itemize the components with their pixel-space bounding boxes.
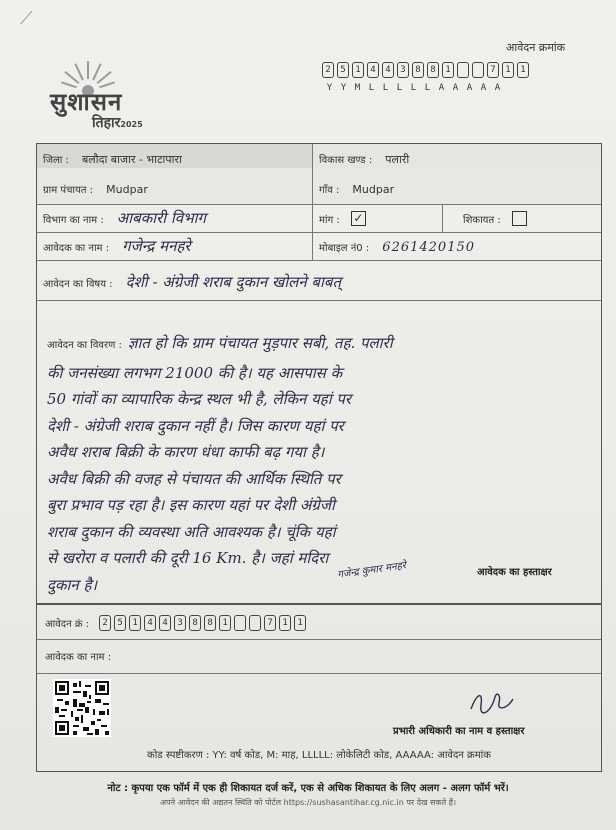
district-row	[37, 144, 601, 169]
appno-code-letter: A	[438, 83, 445, 93]
appno-digit-box: 5	[337, 62, 349, 78]
description-text	[47, 330, 597, 598]
block-label: विकास खण्ड :	[319, 155, 373, 166]
block-value: पलारी	[385, 153, 410, 166]
demand-label: मांग :	[319, 215, 340, 226]
mobile-label: मोबाइल नं0 :	[319, 243, 370, 254]
appno-digit-box: 1	[517, 62, 529, 78]
description-line: अवैध शराब बिक्री के कारण धंधा काफी बढ़ गया है।	[47, 443, 325, 461]
slip-name-label: आवेदक का नाम :	[45, 652, 112, 663]
panchayat-row	[37, 168, 601, 205]
description-line: आवेदन का विवरण : ज्ञात हो कि ग्राम पंचायत मुड़पार सबी, तह. पलारी	[47, 334, 393, 352]
department-row	[37, 204, 601, 233]
slip-appno-boxes	[99, 615, 306, 631]
complaint-label: शिकायत :	[463, 215, 501, 226]
appno-digit-box	[472, 62, 484, 78]
officer-signature-scribble	[467, 687, 517, 717]
logo-title: सुशासन	[50, 88, 123, 116]
corner-mark: ⟋	[20, 8, 33, 29]
slip-appno-digit-box	[234, 615, 246, 631]
slip-appno-digit-box: 1	[279, 615, 291, 631]
acknowledgement-slip	[36, 604, 602, 772]
subject-cell	[37, 260, 601, 300]
panchayat-cell	[37, 168, 313, 204]
slip-appno	[45, 615, 306, 631]
appno-digit-box: 1	[502, 62, 514, 78]
village-label: गाँव :	[319, 185, 340, 196]
slip-name-row	[37, 639, 601, 674]
appno-digit-box: 4	[367, 62, 379, 78]
subject-label: आवेदन का विषय :	[43, 279, 113, 290]
village-value: Mudpar	[352, 183, 395, 196]
officer-signature	[467, 687, 517, 721]
applicant-label: आवेदक का नाम :	[43, 243, 110, 254]
subject-value: देशी - अंग्रेजी शराब दुकान खोलने बाबत्	[125, 273, 341, 291]
appno-code-letter: Y	[326, 83, 333, 93]
slip-appno-digit-box: 1	[294, 615, 306, 631]
appno-digit-box: 4	[382, 62, 394, 78]
application-number-title: आवेदन क्रमांक	[506, 41, 566, 54]
slip-appno-digit-box: 8	[204, 615, 216, 631]
complaint-cell	[443, 204, 601, 232]
applicant-value: गजेन्द्र मनहरे	[122, 237, 191, 255]
slip-appno-digit-box: 1	[129, 615, 141, 631]
appno-code-letter: L	[368, 83, 375, 93]
mobile-cell	[313, 232, 601, 260]
department-value: आबकारी विभाग	[116, 209, 206, 227]
slip-appno-digit-box: 5	[114, 615, 126, 631]
appno-digit-box: 1	[442, 62, 454, 78]
slip-appno-digit-box: 2	[99, 615, 111, 631]
footer-note: नोट : कृपया एक फॉर्म में एक ही शिकायत दर्ज करें, एक से अधिक शिकायत के लिए अलग - अलग फॉर्म भरें।	[107, 783, 509, 794]
demand-checkbox[interactable]: ✓	[351, 211, 366, 226]
description-line: अवैध बिक्री की वजह से पंचायत की आर्थिक स्थिति पर	[47, 469, 341, 488]
description-line: से खरोरा व पलारी की दूरी 16 Km. है। जहां मदिरा	[47, 549, 329, 567]
subject-row	[37, 260, 601, 301]
logo-subtitle: तिहार2025	[92, 115, 143, 131]
mobile-value: 6261420150	[382, 240, 476, 255]
description-line: 50 गांवों का व्यापारिक केन्द्र स्थल भी है, लेकिन यहां पर	[47, 390, 352, 408]
code-explanation: कोड स्पष्टीकरण : YY: वर्ष कोड, M: माह, LLLLL: लोकेलिटी कोड, AAAAA: आवेदन क्रमांक	[147, 750, 491, 761]
appno-digit-box: 2	[322, 62, 334, 78]
applicant-row	[37, 232, 601, 261]
appno-digit-box: 8	[412, 62, 424, 78]
description-line: दुकान है।	[47, 575, 98, 594]
appno-digit-box: 1	[352, 62, 364, 78]
description-line: देशी - अंग्रेजी शराब दुकान नहीं है। जिस कारण यहां पर	[47, 416, 344, 435]
district-label: जिला :	[43, 155, 69, 166]
village-cell	[313, 168, 601, 204]
application-form	[36, 143, 602, 604]
appno-code-letter: M	[354, 83, 361, 93]
application-number-boxes	[322, 62, 529, 78]
appno-code-letter: A	[452, 83, 459, 93]
appno-code-letter: L	[410, 83, 417, 93]
appno-code-letter: A	[480, 83, 487, 93]
applicant-cell	[37, 232, 313, 260]
slip-appno-label: आवेदन क्रं :	[45, 619, 90, 630]
applicant-signature: गजेन्द्र कुमार मनहरे	[336, 560, 407, 581]
description-line: की जनसंख्या लगभग 21000 की है। यह आसपास के	[47, 363, 343, 382]
appno-code-letter: L	[396, 83, 403, 93]
department-cell	[37, 204, 313, 232]
slip-appno-digit-box	[249, 615, 261, 631]
appno-digit-box: 7	[487, 62, 499, 78]
appno-code-letter: L	[424, 83, 431, 93]
sushasan-logo	[40, 55, 200, 135]
slip-appno-row	[37, 605, 601, 640]
district-value: बलौदा बाजार - भाटापारा	[82, 153, 182, 166]
qr-code-icon	[53, 679, 111, 737]
description-label: आवेदन का विवरण :	[47, 340, 122, 351]
panchayat-label: ग्राम पंचायत :	[43, 185, 94, 196]
appno-code-letter: A	[466, 83, 473, 93]
slip-appno-digit-box: 1	[219, 615, 231, 631]
slip-appno-digit-box: 4	[159, 615, 171, 631]
application-number-code	[324, 83, 503, 93]
description-line: शराब दुकान की व्यवस्था अति आवश्यक है। चूंकि यहां	[47, 522, 336, 541]
slip-appno-digit-box: 3	[174, 615, 186, 631]
block-cell	[313, 144, 601, 168]
slip-appno-digit-box: 8	[189, 615, 201, 631]
officer-label: प्रभारी अधिकारी का नाम व हस्ताक्षर	[393, 726, 525, 737]
applicant-signature-label: आवेदक का हस्ताक्षर	[477, 567, 552, 578]
appno-code-letter: Y	[340, 83, 347, 93]
footer-portal-note: अपने आवेदन की अद्यतन स्थिति को पोर्टल https://sushasantihar.cg.nic.in पर देख सकते हैं।	[160, 798, 456, 807]
department-label: विभाग का नाम :	[43, 215, 104, 226]
slip-appno-digit-box: 4	[144, 615, 156, 631]
demand-cell	[313, 204, 443, 232]
appno-digit-box: 8	[427, 62, 439, 78]
description-line: बुरा प्रभाव पड़ रहा है। इस कारण यहां पर देशी अंग्रेजी	[47, 496, 335, 514]
slip-appno-digit-box: 7	[264, 615, 276, 631]
appno-digit-box	[457, 62, 469, 78]
district-cell	[37, 144, 313, 168]
complaint-checkbox[interactable]	[512, 211, 527, 226]
appno-code-letter: A	[494, 83, 501, 93]
appno-digit-box: 3	[397, 62, 409, 78]
appno-code-letter: L	[382, 83, 389, 93]
panchayat-value: Mudpar	[106, 183, 148, 196]
